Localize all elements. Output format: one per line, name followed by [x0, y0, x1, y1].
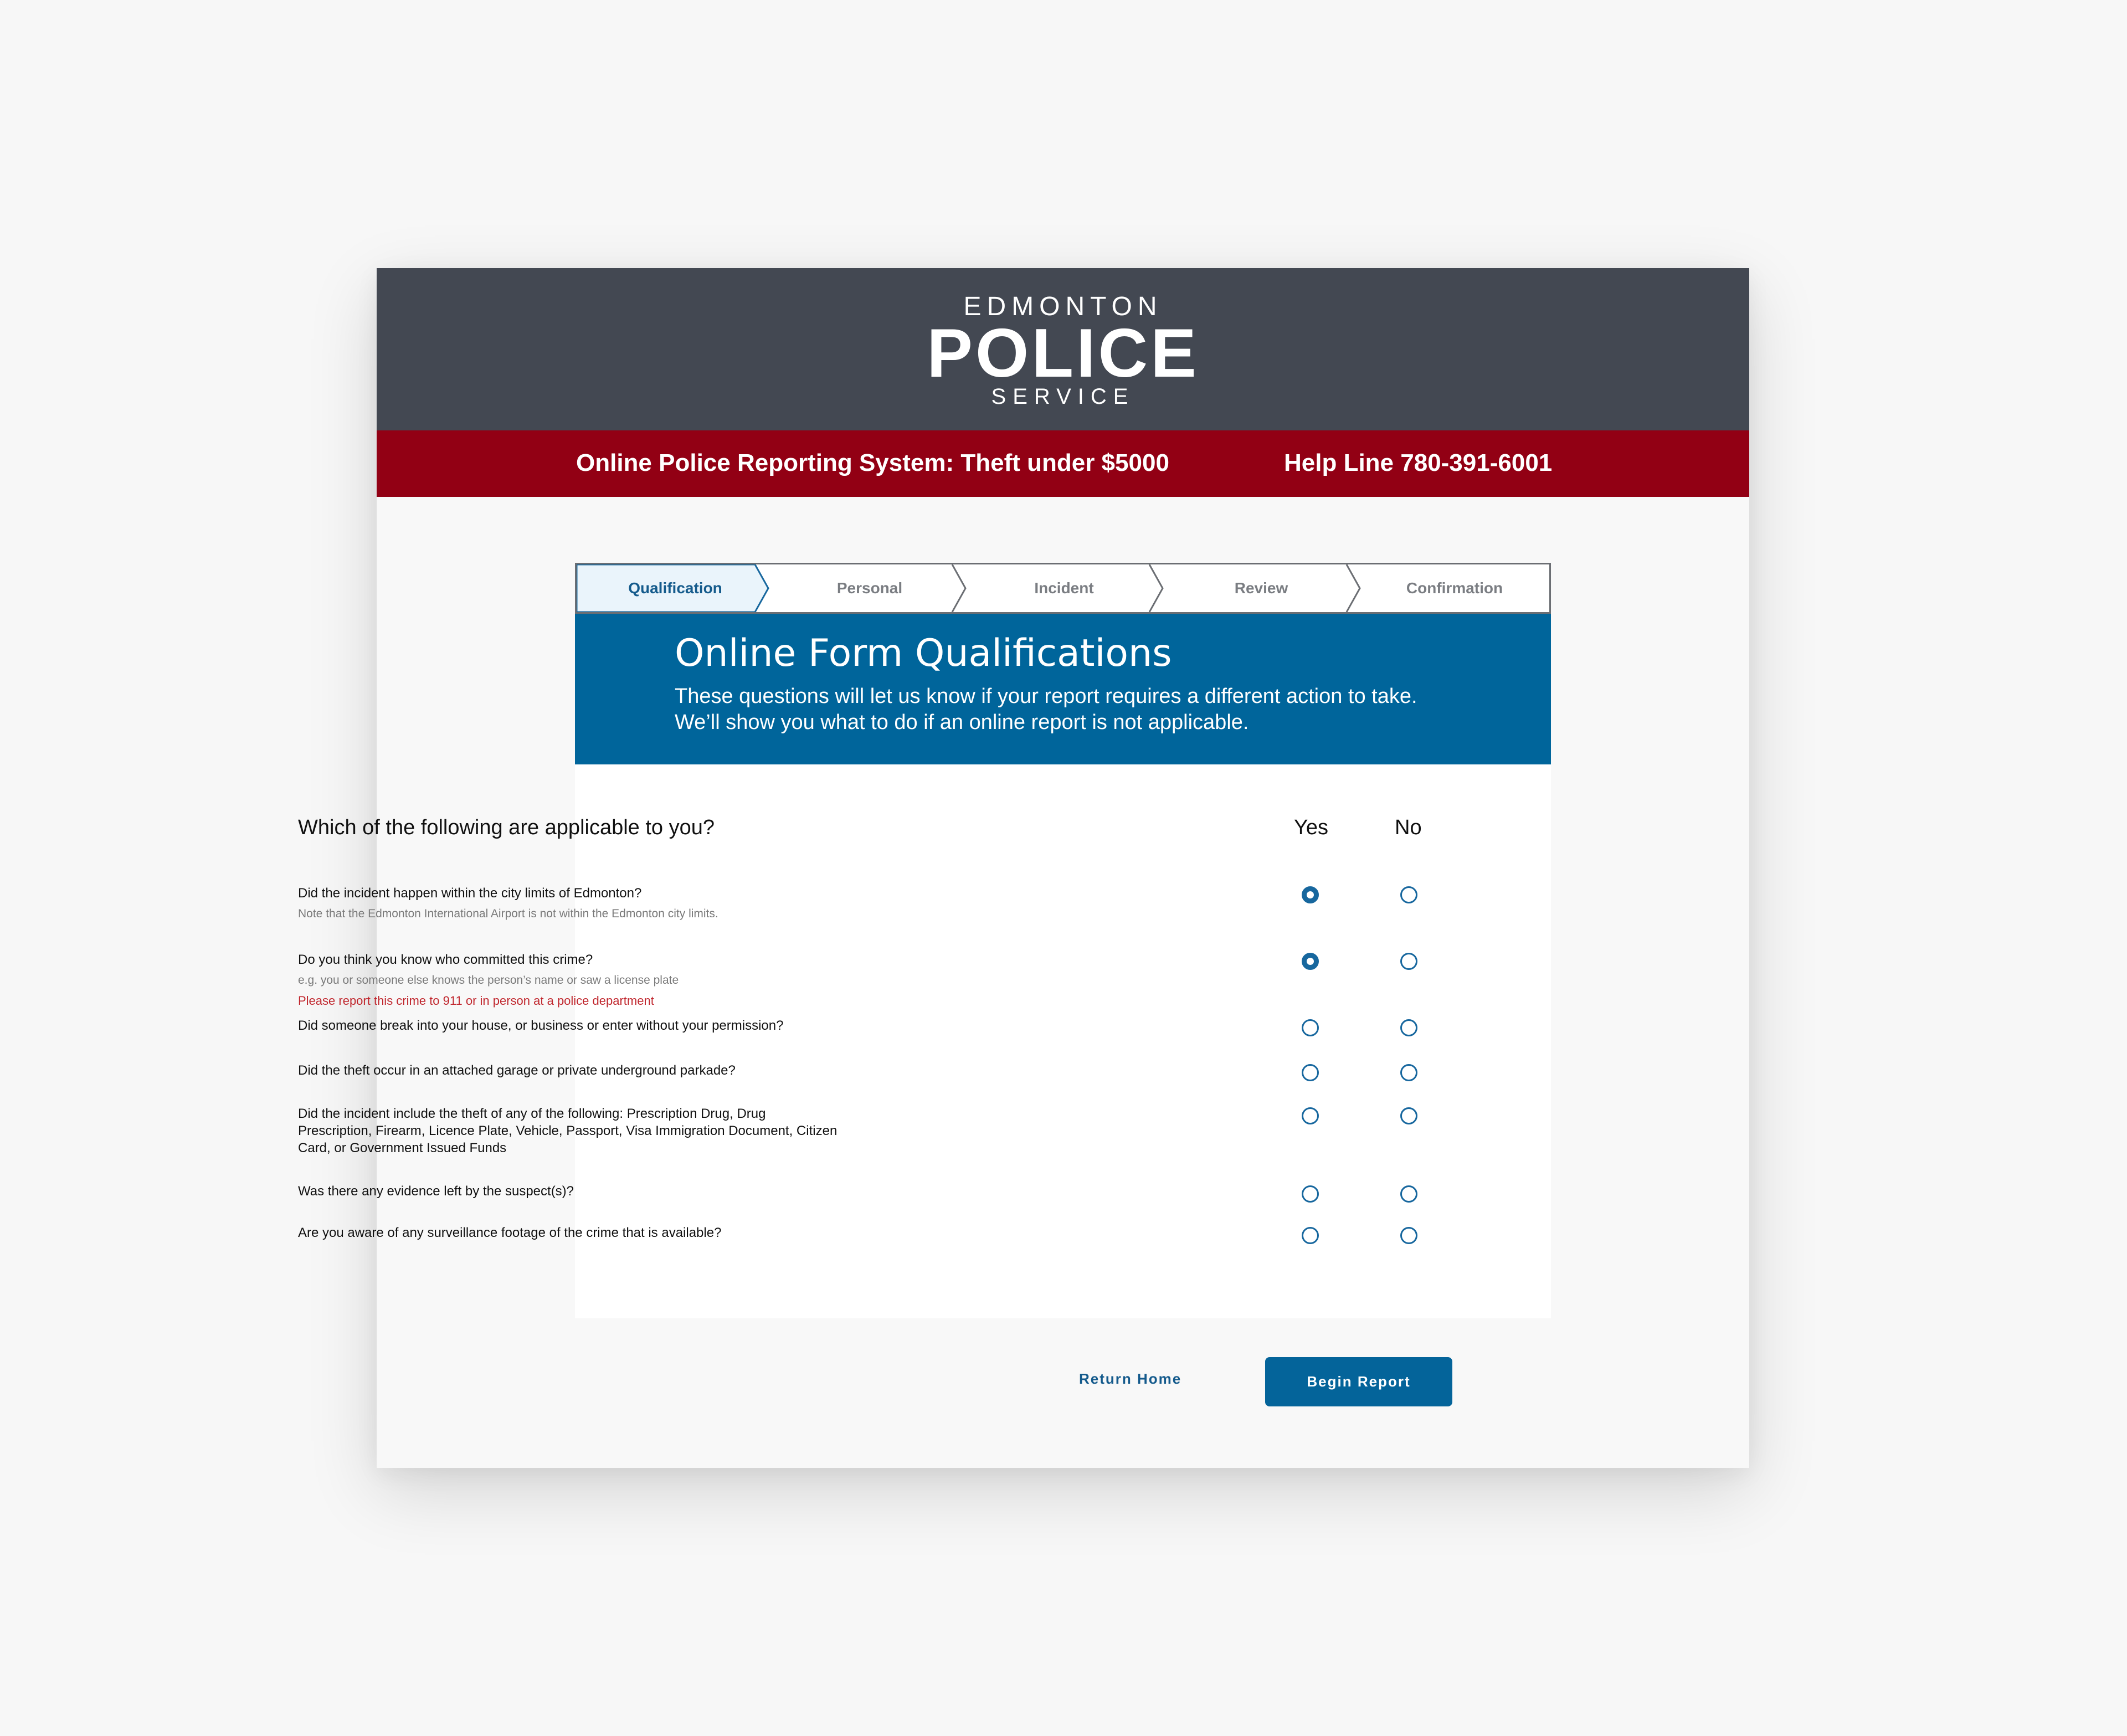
question-5 [298, 1105, 837, 1157]
question-6: Was there any evidence left by the suspect(s)? [298, 1184, 574, 1199]
banner-title: Online Form Qualifications [675, 631, 1172, 675]
banner-desc-1: These questions will let us know if your report requires a different action to take. [675, 685, 1417, 708]
logo-service: SERVICE [991, 384, 1135, 409]
q6-yes-radio[interactable] [1302, 1185, 1319, 1203]
logo-police: POLICE [927, 315, 1199, 392]
q2-no-radio[interactable] [1400, 953, 1417, 970]
form-heading: Which of the following are applicable to you? [298, 816, 715, 839]
progress-steps [575, 563, 1551, 614]
question-5-line-2: Prescription, Firearm, Licence Plate, Vehicle, Passport, Visa Immigration Document, Citizen [298, 1123, 838, 1138]
brand-header [377, 268, 1749, 430]
q5-yes-radio[interactable] [1302, 1107, 1319, 1124]
banner-desc-2: We’ll show you what to do if an online report is not applicable. [675, 711, 1249, 734]
begin-report-button[interactable]: Begin Report [1265, 1357, 1452, 1406]
step-review[interactable]: Review [1234, 579, 1288, 597]
page-title: Online Police Reporting System: Theft under $5000 [576, 449, 1169, 476]
q5-no-radio[interactable] [1400, 1107, 1417, 1124]
question-2-warning: Please report this crime to 911 or in person at a police department [298, 994, 654, 1008]
qualifications-banner [575, 614, 1551, 764]
step-confirmation[interactable]: Confirmation [1406, 579, 1503, 597]
title-bar [377, 430, 1749, 497]
q2-yes-radio[interactable] [1302, 953, 1319, 970]
q3-no-radio[interactable] [1400, 1019, 1417, 1036]
question-5-line-1: Did the incident include the theft of any of the following: Prescription Drug, Drug [298, 1106, 766, 1121]
no-column-header: No [1395, 816, 1422, 839]
q6-no-radio[interactable] [1400, 1185, 1417, 1203]
q4-no-radio[interactable] [1400, 1064, 1417, 1081]
step-qualification[interactable]: Qualification [628, 579, 722, 597]
help-line: Help Line 780-391-6001 [1284, 449, 1553, 476]
question-1: Did the incident happen within the city limits of Edmonton? [298, 886, 642, 901]
app-window [377, 268, 1749, 1468]
step-personal[interactable]: Personal [836, 579, 903, 597]
question-7: Are you aware of any surveillance footage of the crime that is available? [298, 1225, 722, 1240]
q1-yes-radio[interactable] [1302, 886, 1319, 903]
q1-no-radio[interactable] [1400, 886, 1417, 903]
return-home-link[interactable]: Return Home [1079, 1370, 1182, 1387]
question-4: Did the theft occur in an attached garage or private underground parkade? [298, 1063, 736, 1078]
q4-yes-radio[interactable] [1302, 1064, 1319, 1081]
question-3: Did someone break into your house, or business or enter without your permission? [298, 1018, 784, 1033]
question-2-note: e.g. you or someone else knows the person’s name or saw a license plate [298, 974, 679, 987]
q3-yes-radio[interactable] [1302, 1019, 1319, 1036]
question-5-line-3: Card, or Government Issued Funds [298, 1141, 507, 1155]
q7-yes-radio[interactable] [1302, 1227, 1319, 1244]
q7-no-radio[interactable] [1400, 1227, 1417, 1244]
yes-column-header: Yes [1294, 816, 1328, 839]
question-1-note: Note that the Edmonton International Airport is not within the Edmonton city limits. [298, 907, 718, 920]
logo-edmonton: EDMONTON [963, 292, 1163, 321]
step-incident[interactable]: Incident [1034, 579, 1094, 597]
question-2: Do you think you know who committed this crime? [298, 952, 593, 967]
